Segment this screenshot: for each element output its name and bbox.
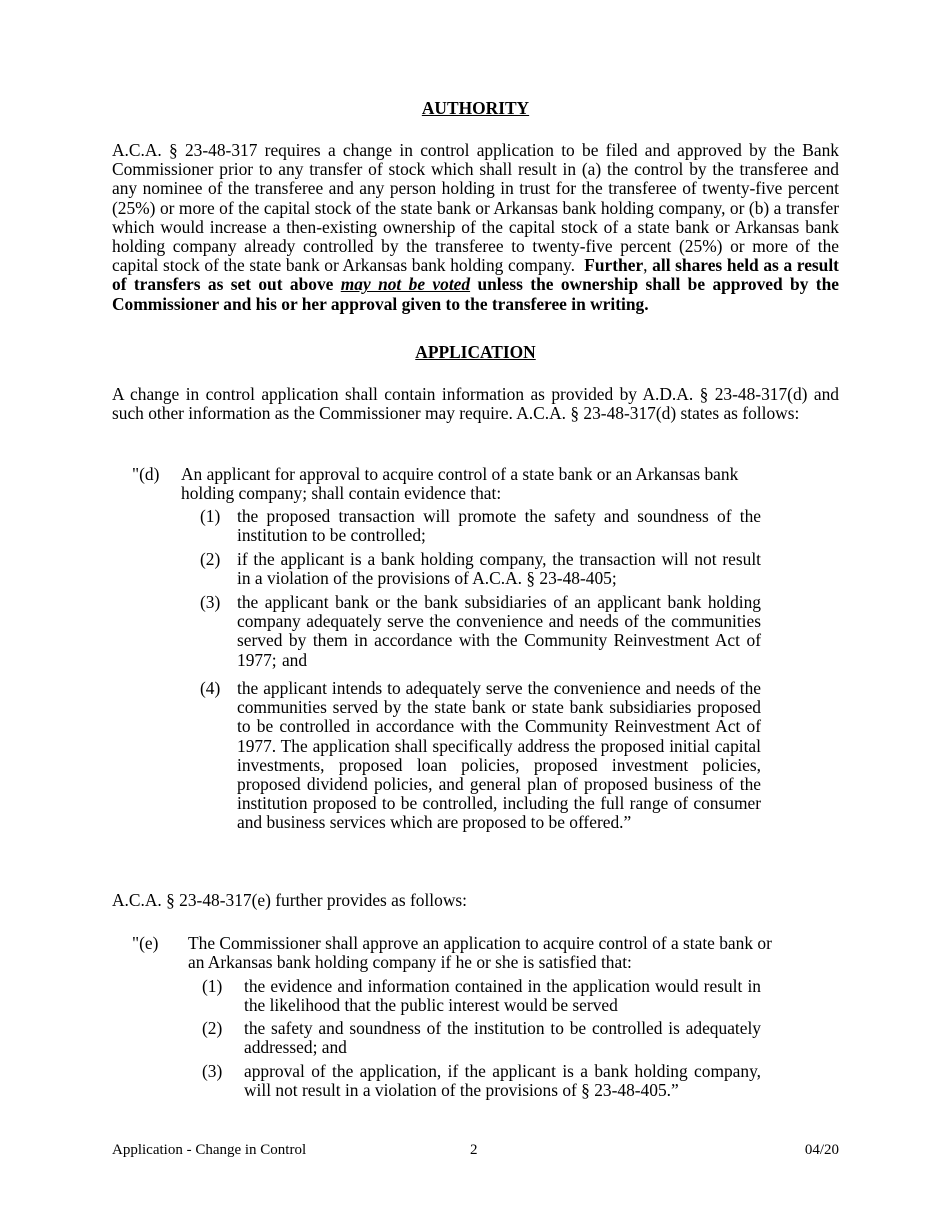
section-e-marker: "(e) [132, 933, 159, 953]
authority-emphasis: may not be voted [340, 274, 471, 295]
section-e-item-3-num: (3) [202, 1061, 223, 1081]
section-e-item-1-num: (1) [202, 976, 223, 996]
section-d-marker: "(d) [132, 464, 160, 484]
application-intro: A change in control application shall contain information as provided by A.D.A. § 23-48-317(d) and such other information as the Commissioner may require. A.C.A. § 23-48-317(d) states as follows: [112, 384, 839, 424]
section-e-intro: A.C.A. § 23-48-317(e) further provides as follows: [112, 890, 467, 910]
application-heading: APPLICATION [415, 342, 536, 362]
footer-page-number: 2 [470, 1142, 478, 1158]
section-d-item-3-num: (3) [200, 592, 221, 612]
section-d-item-4-text: the applicant intends to adequately serve the convenience and needs of the communities served by the state bank or state bank subsidiaries proposed to be controlled in accordance with the Community Reinvestment Act of 1977. The application shall specifically address the proposed initial capital investments, proposed loan policies, proposed investment policies, proposed dividend policies, and general plan of proposed business of the institution proposed to be controlled, including the full range of consumer and business services which are proposed to be offered.” [237, 678, 761, 833]
authority-paragraph [112, 141, 839, 314]
section-d-item-2-num: (2) [200, 549, 221, 569]
section-d-item-2-text: if the applicant is a bank holding company, the transaction will not result in a violation of the provisions of A.C.A. § 23-48-405; [237, 549, 761, 589]
section-d-item-4-num: (4) [200, 678, 221, 698]
section-d-item-1-num: (1) [200, 506, 221, 526]
section-e-line1: The Commissioner shall approve an application to acquire control of a state bank or [188, 933, 772, 953]
authority-bold-unless: unless the ownership shall be approved by the Commissioner and his or her approval given to the transferee in writing. [112, 274, 839, 314]
section-e-line2: an Arkansas bank holding company if he or she is satisfied that: [188, 952, 632, 973]
section-e-item-2-num: (2) [202, 1018, 223, 1038]
section-e-item-1-text: the evidence and information contained in the application would result in the likelihood that the public interest would be served [244, 976, 761, 1016]
authority-heading: AUTHORITY [421, 98, 530, 118]
section-d-item-1-text: the proposed transaction will promote the safety and soundness of the institution to be controlled; [237, 506, 761, 546]
footer-title: Application - Change in Control [112, 1142, 307, 1158]
section-d-line2: holding company; shall contain evidence that: [181, 483, 502, 504]
authority-text: A.C.A. § 23-48-317 requires a change in control application to be filed and approved by the Bank Commissioner prior to any transfer of stock which shall result in (a) the control by the transferee and any nominee of the transferee and any person holding in trust for the transferee of twenty-five percent (25%) or more of the capital stock of the state bank or Arkansas bank holding company, or (b) a transfer which would increase a then-existing ownership of the capital stock of a state bank or Arkansas bank holding company already controlled by the transferee to twenty-five percent (25%) or more of the capital stock of the state bank or Arkansas bank holding company. [112, 140, 839, 276]
section-d-item-3-text: the applicant bank or the bank subsidiaries of an applicant bank holding company adequately serve the convenience and needs of the communities served by them in accordance with the Community Reinvestment Act of 1977; and [237, 592, 761, 670]
footer-date: 04/20 [804, 1142, 839, 1158]
authority-bold-further: Further [584, 255, 644, 276]
authority-comma: , [643, 255, 648, 276]
section-e-lead [188, 934, 812, 972]
section-d-lead [181, 465, 805, 503]
section-e-item-2-text: the safety and soundness of the institution to be controlled is adequately addressed; and [244, 1018, 761, 1058]
section-d-line1: An applicant for approval to acquire control of a state bank or an Arkansas bank [181, 464, 739, 484]
section-e-item-3-text: approval of the application, if the applicant is a bank holding company, will not result in a violation of the provisions of § 23-48-405.” [244, 1061, 761, 1101]
authority-bold-shares: all shares held as a result of transfers as set out above [112, 255, 839, 295]
